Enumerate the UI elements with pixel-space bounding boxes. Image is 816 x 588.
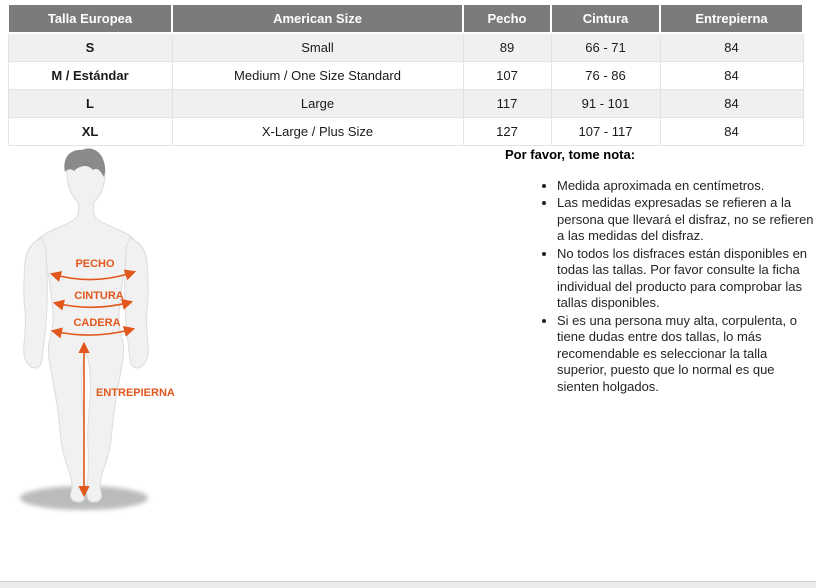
table-row [8,90,803,118]
notes-list [505,178,816,396]
table-cell: L [8,90,172,118]
size-table-body [8,33,803,146]
table-cell: M / Estándar [8,62,172,90]
waist-label: CINTURA [74,290,124,302]
table-cell: 84 [660,118,803,146]
table-row [8,33,803,62]
horizontal-scrollbar-track[interactable] [0,581,816,588]
table-cell: 84 [660,90,803,118]
size-chart-table [7,3,804,146]
table-cell: 89 [463,33,551,62]
table-row [8,62,803,90]
table-cell: S [8,33,172,62]
column-header: Entrepierna [660,4,803,33]
body-measurement-diagram [0,140,220,525]
inseam-label: ENTREPIERNA [96,387,175,399]
column-header: Talla Europea [8,4,172,33]
table-cell: 84 [660,62,803,90]
notes-section [505,147,816,396]
column-header: Cintura [551,4,660,33]
table-cell: 66 - 71 [551,33,660,62]
table-cell: Small [172,33,463,62]
table-cell: Large [172,90,463,118]
table-cell: 76 - 86 [551,62,660,90]
table-cell: 127 [463,118,551,146]
chest-label: PECHO [75,258,115,270]
left-arm [24,238,48,368]
note-item: • Medida aproximada en centímetros. [557,178,816,195]
table-cell: 84 [660,33,803,62]
notes-heading: Por favor, tome nota: [505,147,636,162]
note-item: • Si es una persona muy alta, corpulenta, o tiene dudas entre dos tallas, lo más recomendable es seleccionar la talla superior, puesto que lo normal es que sienten holgados. [557,313,816,396]
hip-label: CADERA [73,317,121,329]
table-cell: 107 [463,62,551,90]
note-item: • No todos los disfraces están disponibles en todas las tallas. Por favor consulte la ficha individual del producto para comprobar las tallas disponibles. [557,246,816,312]
table-cell: 91 - 101 [551,90,660,118]
table-cell: 107 - 117 [551,118,660,146]
table-cell: X-Large / Plus Size [172,118,463,146]
column-header: American Size [172,4,463,33]
table-cell: XL [8,118,172,146]
table-cell: 117 [463,90,551,118]
table-cell: Medium / One Size Standard [172,62,463,90]
note-item: • Las medidas expresadas se refieren a la persona que llevará el disfraz, no se refieren a las medidas del disfraz. [557,195,816,245]
column-header: Pecho [463,4,551,33]
size-table-header-row [8,4,803,33]
